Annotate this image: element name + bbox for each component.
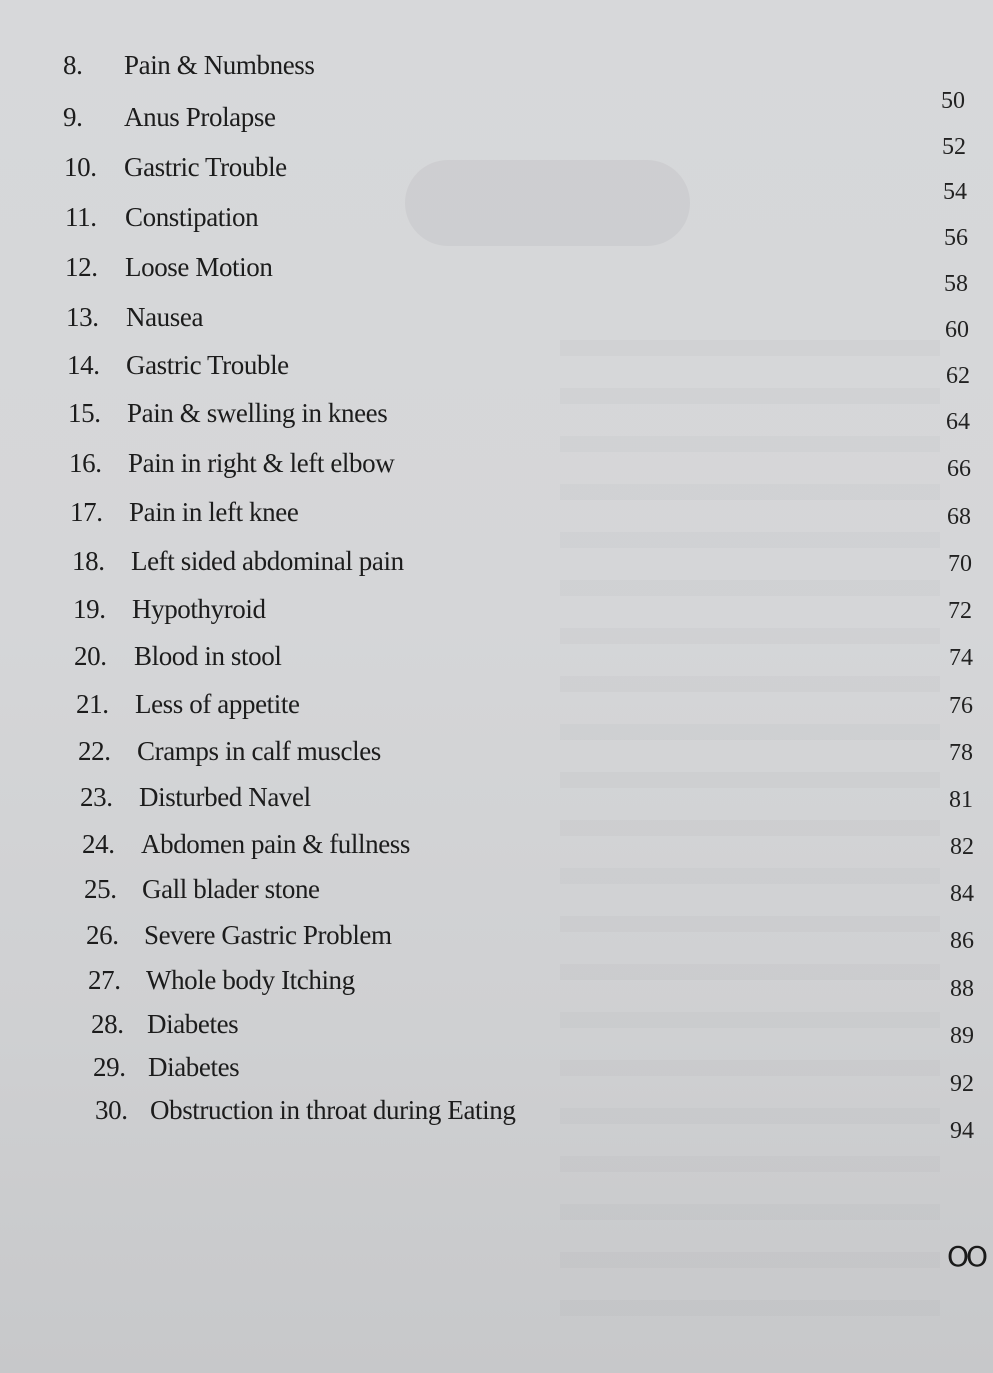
entry-number: 9. [63, 102, 83, 132]
entry-title: Less of appetite [135, 689, 300, 719]
entry-number: 22. [78, 736, 111, 766]
page-number: 52 [942, 134, 966, 160]
page-number: 78 [949, 740, 973, 766]
entry-number: 18. [72, 546, 105, 576]
entry-number: 8. [63, 50, 83, 80]
entry-number: 27. [88, 965, 121, 995]
entry-number: 11. [65, 202, 97, 232]
entry-title: Left sided abdominal pain [131, 546, 404, 576]
page-number: 92 [950, 1071, 974, 1097]
page-number: 56 [944, 225, 968, 251]
page-number: 50 [941, 88, 965, 114]
entry-title: Loose Motion [125, 252, 273, 282]
entry-title: Anus Prolapse [124, 102, 276, 132]
entry-number: 17. [70, 497, 103, 527]
entry-number: 10. [64, 152, 97, 182]
page-number: 82 [950, 834, 974, 860]
page-number: 60 [945, 317, 969, 343]
entry-number: 13. [66, 302, 99, 332]
entry-title: Blood in stool [134, 641, 282, 671]
entry-number: 24. [82, 829, 115, 859]
page-number: 88 [950, 976, 974, 1002]
entry-title: Whole body Itching [146, 965, 355, 995]
page-number: 89 [950, 1023, 974, 1049]
entry-title: Diabetes [148, 1052, 240, 1082]
page-number: 70 [948, 551, 972, 577]
entry-number: 16. [69, 448, 102, 478]
page-number: 54 [943, 179, 967, 205]
entry-number: 12. [65, 252, 98, 282]
page-number: 64 [946, 409, 970, 435]
entry-title: Nausea [126, 302, 204, 332]
entry-title: Pain & swelling in knees [127, 398, 388, 428]
show-through-text [560, 340, 940, 1340]
entry-title: Abdomen pain & fullness [141, 829, 411, 859]
entry-title: Severe Gastric Problem [144, 920, 392, 950]
entry-title: Gastric Trouble [124, 152, 287, 182]
page-number: 68 [947, 504, 971, 530]
page-number: 94 [950, 1118, 974, 1144]
page-number: 72 [948, 598, 972, 624]
entry-title: Gastric Trouble [126, 350, 289, 380]
entry-title: Constipation [125, 202, 259, 232]
entry-number: 20. [74, 641, 107, 671]
page-number: 66 [947, 456, 971, 482]
page-number: 84 [950, 881, 974, 907]
page-number: 74 [949, 645, 973, 671]
entry-title: Obstruction in throat during Eating [150, 1095, 516, 1125]
entry-title: Disturbed Navel [139, 782, 311, 812]
entry-number: 29. [93, 1052, 126, 1082]
entry-title: Cramps in calf muscles [137, 736, 381, 766]
entry-number: 28. [91, 1009, 124, 1039]
page-number: 81 [949, 787, 973, 813]
entry-title: Hypothyroid [132, 594, 266, 624]
page-number: 62 [946, 363, 970, 389]
entry-title: Pain & Numbness [124, 50, 315, 80]
entry-number: 21. [76, 689, 109, 719]
entry-number: 14. [67, 350, 100, 380]
show-through-banner [405, 160, 690, 246]
page-number: 58 [944, 271, 968, 297]
page-number: 76 [949, 693, 973, 719]
entry-number: 25. [84, 874, 117, 904]
entry-number: 30. [95, 1095, 128, 1125]
entry-title: Pain in left knee [129, 497, 299, 527]
entry-number: 23. [80, 782, 113, 812]
footer-ornament: OO [947, 1240, 986, 1273]
entry-title: Gall blader stone [142, 874, 320, 904]
entry-number: 19. [73, 594, 106, 624]
page-number: 86 [950, 928, 974, 954]
entry-title: Pain in right & left elbow [128, 448, 395, 478]
entry-number: 26. [86, 920, 119, 950]
entry-number: 15. [68, 398, 101, 428]
entry-title: Diabetes [147, 1009, 239, 1039]
